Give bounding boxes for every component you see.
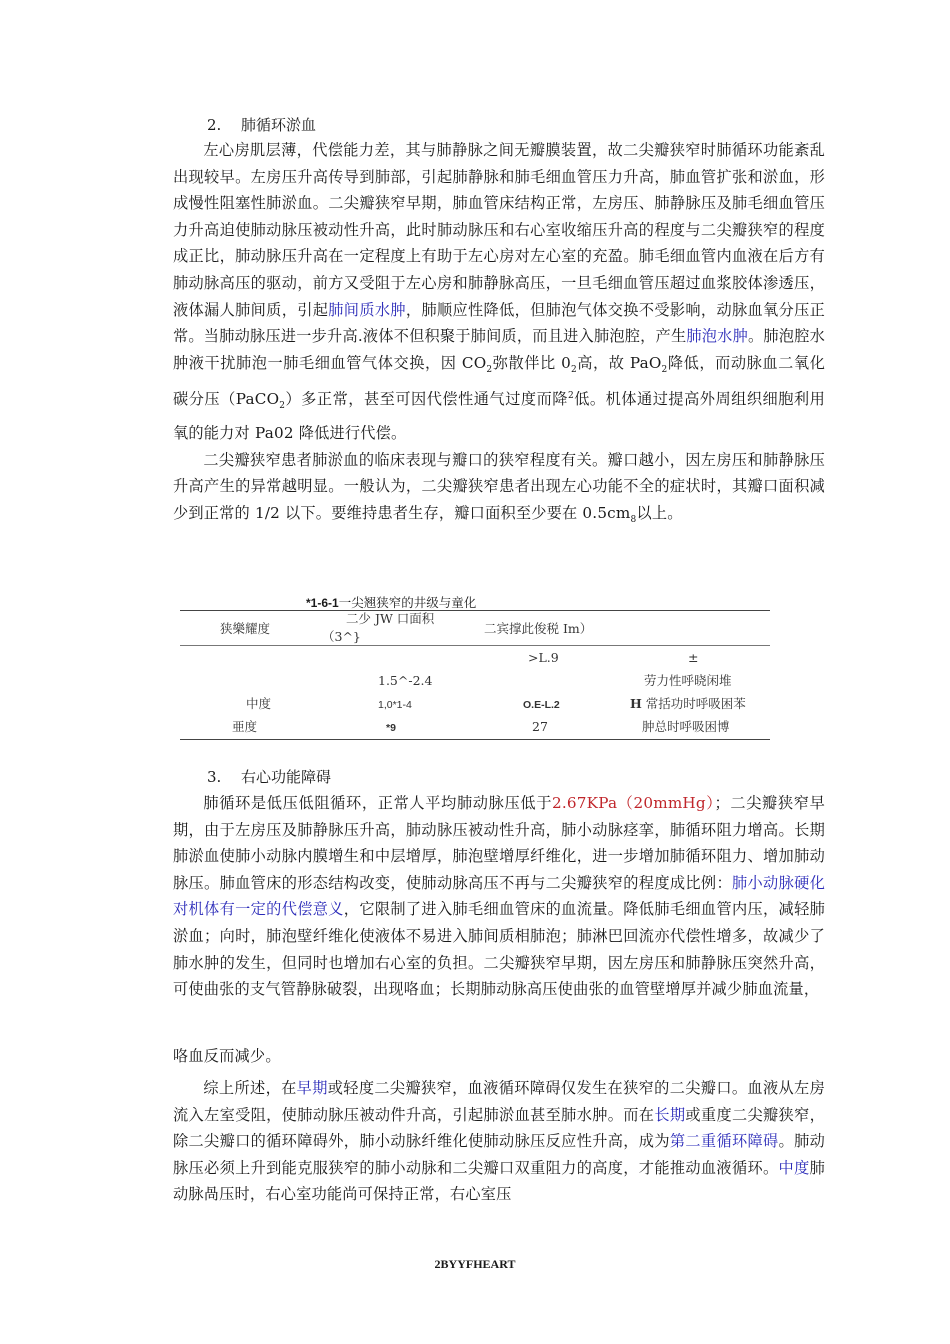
table-number: *1-6-1: [306, 596, 339, 610]
paragraph: [173, 790, 825, 1003]
table-title: [306, 595, 476, 611]
section-3-title: 右心功能障碍: [241, 768, 332, 786]
text-run: ；二尖瓣狭窄早期，由于左房压及肺静脉压升高，肺动脉压被动性升高，肺小动脉痉挛，肺循环阻力增高。长期肺淤血使肺小动脉内膜增生和中层增厚，肺泡壁增厚纤维化，进一步增加肺循环阻力、增加肺动脉压。肺血管床的形态结构改变，使肺动脉高压不再与二尖瓣狭窄的程度成比例：: [173, 794, 825, 892]
subscript: 2: [279, 401, 286, 412]
cell-text: 常括功时呼吸困苯: [645, 696, 746, 711]
text-run: 二尖瓣狭窄患者肺淤血的临床表现与瓣口的狭窄程度有关。瓣口越小，因左房压和肺静脉压升高产生的异常越明显。一般认为，二尖瓣狭窄患者出现左心功能不全的症状时，其瓣口面积减少到正常的 1/2 以下。要维持患者生存，瓣口面积至少要在 0.5cm: [173, 450, 825, 522]
table-cell: 肿总时呼吸困博: [642, 719, 730, 734]
bold-letter: H: [630, 696, 642, 711]
text-run: ，它限制了进入肺毛细血管床的血流量。降低肺毛细血管内压，减轻肺淤血；向时，肺泡壁纤维化使液体不易进入肺间质相肺泡；肺淋巴回流亦代偿性增多，故减少了肺水肿的发生，但同时也增加右心室的负担。二尖瓣狭窄早期，因左房压和肺静脉压突然升高，可使曲张的支气管静脉破裂，出现咯血；长期肺动脉高压使曲张的血管壁增厚并减少肺血流量，: [173, 900, 825, 999]
subscript: 8: [630, 514, 637, 525]
text-run: 弥散伴比 0: [492, 353, 571, 372]
table-header-rule: [180, 645, 770, 646]
term-link-alveolar-edema[interactable]: 肺泡水肿: [686, 327, 748, 346]
text-run: 或轻度二尖瓣狭窄，血液循环障碍仅发生在狭窄的二尖瓣口。血液从左房流入左室受阻，使肺动脉压被动件升高，引起肺淤血甚至肺水肿。而在: [173, 1079, 825, 1124]
section-2-body: [173, 137, 825, 533]
subscript: 2: [570, 364, 577, 375]
table-cell: >L.9: [528, 650, 559, 665]
subscript: 2: [661, 364, 668, 375]
table-cell: 1,0*1-4: [378, 699, 412, 711]
table-bottom-rule: [180, 739, 770, 740]
highlight-pressure-value: 2.67KPa（20mmHg）: [552, 794, 715, 812]
term-link-early[interactable]: 早期: [296, 1079, 328, 1097]
term-link-arteriosclerosis[interactable]: 肺小动脉硬化对机体有一定的代偿意义: [173, 873, 826, 919]
superscript: 2: [567, 391, 574, 402]
text-run: ）多正常，甚至可因代偿性通气过度而降: [285, 390, 568, 409]
table-cell: 亜度: [232, 719, 258, 734]
term-link-interstitial-edema[interactable]: 肺间质水肿: [328, 300, 406, 319]
section-2-title: 肺循环淤血: [241, 116, 317, 134]
text-run: 以上。: [636, 503, 683, 522]
page-footer: 2BYYFHEART: [434, 1257, 516, 1271]
term-link-moderate[interactable]: 中度: [778, 1158, 810, 1177]
table-header-area-unit: （3^}: [322, 629, 361, 644]
table-header-severity: 狭樂耀度: [220, 621, 271, 636]
subscript: 2: [486, 364, 493, 375]
table-cell: ±: [688, 650, 699, 665]
section-3-heading: [207, 766, 331, 788]
term-link-second-obstruction[interactable]: 第二重循环障碍: [669, 1132, 779, 1151]
text-run: 综上所述，在: [203, 1079, 297, 1097]
text-run: 。肺泡腔水肿液干扰肺泡一肺毛细血管气体交换，因 CO: [173, 327, 825, 372]
table-cell: 劳力性呼晓闲堆: [644, 673, 732, 688]
text-run: 肺循环是低压低阻循环，正常人平均肺动脉压低于: [203, 794, 553, 812]
text-run: 肺动脉咼压时，右心室功能尚可保持正常，右心室压: [173, 1158, 825, 1204]
text-run: 降低，而动脉血二氧化碳分压（PaCO: [173, 353, 825, 409]
text-run: 或重度二尖瓣狭窄，除二尖瓣口的循环障碍外，肺小动脉纤维化使肺动脉压反应性升高，成为: [173, 1105, 825, 1151]
paragraph: [173, 447, 825, 534]
table-cell: *9: [386, 722, 396, 734]
table-cell: 27: [532, 719, 548, 734]
section-3-body: [173, 790, 825, 1003]
table-header-area: 二少 JW 口面积: [346, 611, 435, 626]
text-run: 左心房肌层薄，代偿能力差，其与肺静脉之间无瓣膜装置，故二尖瓣狭窄时肺循环功能紊乱出现较早。左房压升高传导到肺部，引起肺静脉和肺毛细血管压力升高，肺血管扩张和淤血，形成慢性阻塞性肺淤血。二尖瓣狭窄早期，肺血管床结构正常，左房压、肺静脉压及肺毛细血管压力升高迫使肺动脉压被动性升高，此时肺动脉压和右心室收缩压升高的程度与二尖瓣狭窄的程度成正比，肺动脉压升高在一定程度上有助于左心房对左心室的充盈。肺毛细血管内血液在后方有肺动脉高压的驱动，前方又受阻于左心房和肺静脉高压，一旦毛细血管压超过血浆胶体渗透压，液体漏人肺间质，引起: [173, 141, 825, 319]
section-2-heading: [207, 114, 316, 136]
paragraph: [173, 137, 825, 447]
paragraph: 咯血反而减少。: [173, 1047, 281, 1065]
section-3-continuation: [173, 1043, 825, 1070]
text-run: ，肺顺应性降低，但肺泡气体交换不受影响，动脉血氧分压正常。当肺动脉压进一步升高.液体不但积聚于肺间质，而且进入肺泡腔，产生: [173, 300, 826, 346]
table-top-rule: [180, 610, 770, 611]
table-header-other: 二宾撑此俊税 Im）: [484, 621, 593, 636]
section-3-summary: [173, 1075, 825, 1208]
table-cell: O.E-L.2: [523, 699, 560, 711]
table-caption: 一尖翘狭窄的井级与童化: [338, 595, 477, 610]
table-cell: 中度: [246, 696, 272, 711]
paragraph: [173, 1075, 825, 1208]
section-2-number: 2.: [207, 116, 222, 134]
text-run: 低。机体通过提高外周组织细胞利用氧的能力对 Pa02 降低进行代偿。: [173, 390, 826, 443]
term-link-long-term[interactable]: 长期: [654, 1105, 686, 1124]
section-3-number: 3.: [207, 768, 222, 786]
text-run: 高，故 PaO: [576, 353, 662, 372]
table-cell: [630, 696, 746, 712]
table-cell: 1.5^-2.4: [378, 673, 433, 688]
text-run: 。肺动脉压必须上升到能克服狭窄的肺小动脉和二尖瓣口双重阻力的高度，才能推动血液循环。: [173, 1132, 825, 1177]
